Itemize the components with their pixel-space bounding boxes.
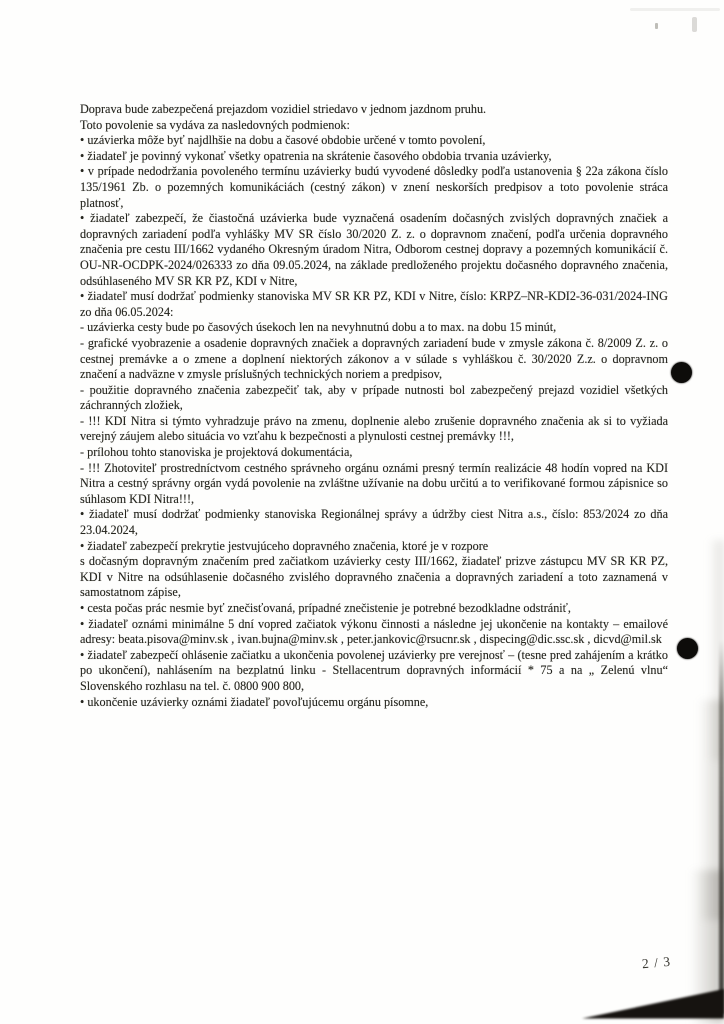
condition-item: • žiadateľ zabezpečí prekrytie jestvujúceho dopravného značenia, ktoré je v rozpore xyxy=(80,538,489,553)
kdi-subcondition: - !!! KDI Nitra si týmto vyhradzuje právo na zmenu, doplnenie alebo zrušenie dopravného značenia ak si to vyžiada verejný záujem alebo situácia vo vzťahu k bezpečnosti a plynulosti cestnej premávky !!!, xyxy=(80,413,668,444)
kdi-subcondition: - uzávierka cesty bude po časových úsekoch len na nevyhnutnú dobu a to max. na dobu 15 minút, xyxy=(80,320,557,335)
condition-item-contacts: • žiadateľ oznámi minimálne 5 dní vopred začiatok výkonu činnosti a následne jej ukončenie na kontakty – emailové adresy: beata.pisova@minv.sk , ivan.bujna@minv.sk , peter.jankovic@rsucnr.sk , dispecing@dic.ssc.sk , dicvd@mil.sk xyxy=(80,616,668,647)
scan-speck xyxy=(692,17,697,32)
kdi-subcondition: - !!! Zhotoviteľ prostredníctvom cestného správneho orgánu oznámi presný termín realizácie 48 hodín vopred na KDI Nitra a cestný správny orgán vydá povolenie na zvláštne užívanie na dobu určitú a to verifikované formou zápisnice so súhlasom KDI Nitra!!!, xyxy=(80,460,668,506)
page-number: 2 / 3 xyxy=(641,953,672,972)
scan-speck xyxy=(655,23,658,29)
condition-item: • cesta počas prác nesmie byť znečisťovaná, prípadné znečistenie je potrebné bezodkladne odstrániť, xyxy=(80,601,571,615)
kdi-subcondition: - prílohou tohto stanoviska je projektová dokumentácia, xyxy=(80,445,353,460)
intro-paragraph: Doprava bude zabezpečená prejazdom vozidiel striedavo v jednom jazdnom pruhu. xyxy=(80,102,487,116)
kdi-subcondition: - použitie dopravného značenia zabezpečiť tak, aby v prípade nutnosti bol zabezpečený prejazd vozidiel všetkých záchranných zložiek, xyxy=(80,382,668,413)
kdi-subcondition: - grafické vyobrazenie a osadenie dopravných značiek a dopravných zariadení bude v zmysle zákona č. 8/2009 Z. z. o cestnej premávke a o zmene a doplnení niektorých zákonov a v súlade s vyhláškou č. 30/2020 Z.z. o dopravnom značení a nadväzne v zmysle príslušných technických noriem a predpisov, xyxy=(80,335,668,382)
scan-shadow-right xyxy=(680,500,724,1024)
condition-item: • žiadateľ zabezpečí ohlásenie začiatku a ukončenia povolenej uzávierky pre verejnosť – (tesne pred zahájením a krátko po ukončení), nahlásením na bezplatnú linku - Stellacentrum dopravných informácií * 75 a na „ Zelenú vlnu“ Slovenského rozhlasu na tel. č. 0800 900 800, xyxy=(80,647,668,693)
condition-item: • ukončenie uzávierky oznámi žiadateľ povoľujúcemu orgánu písomne, xyxy=(80,694,429,709)
scan-edge-shadow xyxy=(719,640,724,1014)
condition-item: • uzávierka môže byť najdlhšie na dobu a časové obdobie určené v tomto povolení, xyxy=(80,133,486,148)
punch-hole-top xyxy=(671,362,692,383)
document-body xyxy=(80,102,668,710)
condition-item: • v prípade nedodržania povoleného termínu uzávierky budú vyvodené dôsledky podľa ustanovenia § 22a zákona číslo 135/1961 Zb. o pozemných komunikáciách (cestný zákon) v znení neskorších predpisov a toto povolenie stráca platnosť, xyxy=(80,164,668,210)
condition-item-kdi-heading: • žiadateľ musí dodržať podmienky stanoviska MV SR KR PZ, KDI v Nitre, číslo: KRPZ–NR-KDI2-36-031/2024-ING zo dňa 06.05.2024: xyxy=(80,289,668,319)
conditions-heading: Toto povolenie sa vydáva za nasledovných podmienok: xyxy=(80,117,350,132)
scan-speck xyxy=(630,8,720,11)
condition-item-continuation: s dočasným dopravným značením pred začiatkom uzávierky cesty III/1662, žiadateľ prizve zástupcu MV SR KR PZ, KDI v Nitre na odsúhlasenie dočasného zvislého dopravného značenia a dopravných zariadení a toto zaznamená v samostatnom zápise, xyxy=(80,554,668,600)
condition-item: • žiadateľ zabezpečí, že čiastočná uzávierka bude vyznačená osadením dočasných zvislých dopravných značiek a dopravných zariadení podľa vyhlášky MV SR číslo 30/2020 Z. z. o dopravnom značení, podľa určenia dopravného značenia pre cestu III/1662 vydaného Okresným úradom Nitra, Odborom cestnej dopravy a pozemných komunikácií č. OU-NR-OCDPK-2024/026333 zo dňa 09.05.2024, na základe predloženého projektu dočasného dopravného značenia, odsúhlaseného MV SR KR PZ, KDI v Nitre, xyxy=(80,211,668,288)
scan-corner-shadow xyxy=(582,984,724,1020)
condition-item: • žiadateľ musí dodržať podmienky stanoviska Regionálnej správy a údržby ciest Nitra a.s., číslo: 853/2024 zo dňa 23.04.2024, xyxy=(80,507,668,538)
condition-item: • žiadateľ je povinný vykonať všetky opatrenia na skrátenie časového obdobia trvania uzávierky, xyxy=(80,148,552,163)
